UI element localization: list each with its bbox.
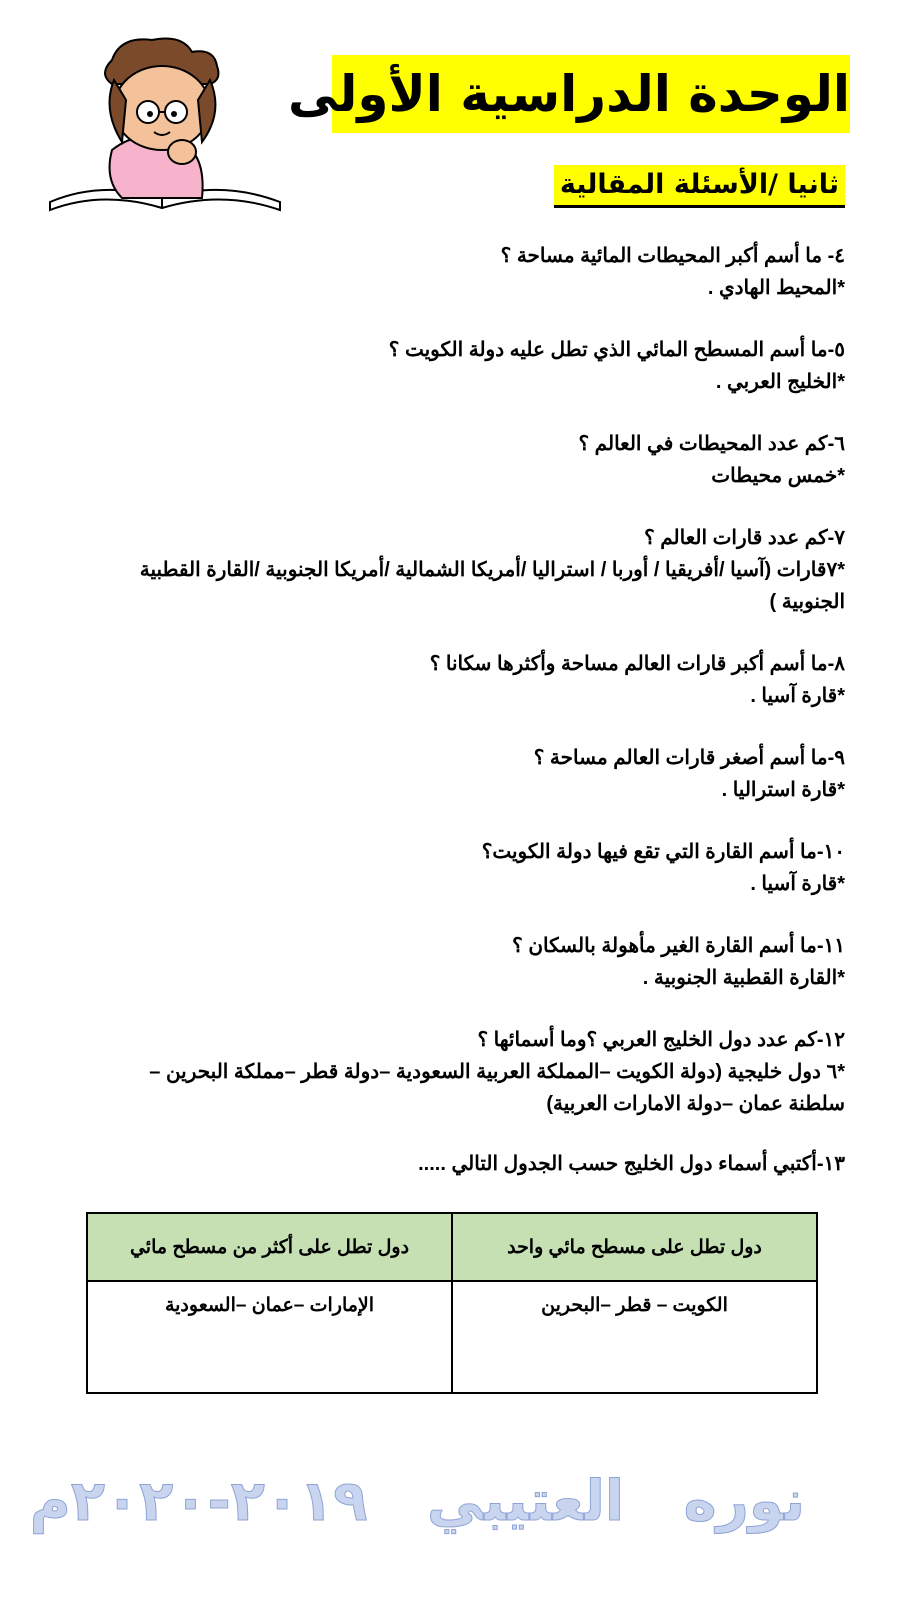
question-item: [75, 522, 845, 618]
answer-text: *قارة آسيا .: [750, 685, 845, 707]
question-item: [75, 742, 845, 806]
table-header-cell: دول تطل على مسطح مائي واحد: [452, 1213, 817, 1281]
watermark-name: نوره العتيبي: [427, 1469, 805, 1534]
question-text: ٧-كم عدد قارات العالم ؟: [644, 527, 845, 549]
question-list: [75, 240, 845, 1150]
unit-title: الوحدة الدراسية الأولى: [332, 55, 850, 133]
answer-text: *القارة القطبية الجنوبية .: [642, 967, 845, 989]
reading-girl-illustration: [42, 30, 292, 220]
answer-text: *٧قارات (آسيا /أفريقيا / أوربا / استراليا /أمريكا الشمالية /أمريكا الجنوبية /القارة القطبية: [139, 559, 845, 581]
question-item: [75, 240, 845, 304]
table-row: [87, 1281, 817, 1393]
question-13-text: ١٣-أكتبي أسماء دول الخليج حسب الجدول التالي .....: [418, 1153, 845, 1175]
question-item: [75, 930, 845, 994]
question-text: ٨-ما أسم أكبر قارات العالم مساحة وأكثرها سكانا ؟: [429, 653, 845, 675]
answer-text: سلطنة عمان –دولة الامارات العربية): [546, 1093, 845, 1115]
question-text: ٦-كم عدد المحيطات في العالم ؟: [578, 433, 845, 455]
table-cell: الكويت – قطر –البحرين: [452, 1281, 817, 1393]
question-item: [75, 1024, 845, 1120]
question-item: [75, 648, 845, 712]
watermark-years: ٢٠١٩-٢٠٢٠م: [29, 1469, 368, 1534]
table-cell: الإمارات –عمان –السعودية: [87, 1281, 452, 1393]
gulf-countries-table: [86, 1212, 818, 1394]
answer-text: *قارة استراليا .: [721, 779, 845, 801]
question-item: [75, 334, 845, 398]
answer-text: الجنوبية ): [769, 591, 845, 613]
question-text: ٩-ما أسم أصغر قارات العالم مساحة ؟: [533, 747, 845, 769]
table-header-cell: دول تطل على أكثر من مسطح مائي: [87, 1213, 452, 1281]
author-watermark: [29, 1452, 805, 1552]
table-header-row: [87, 1213, 817, 1281]
answer-text: *قارة آسيا .: [750, 873, 845, 895]
answer-text: *٦ دول خليجية (دولة الكويت –المملكة العربية السعودية –دولة قطر –مملكة البحرين –: [149, 1061, 845, 1083]
answer-text: *خمس محيطات: [711, 465, 845, 487]
question-text: ١٠-ما أسم القارة التي تقع فيها دولة الكويت؟: [481, 841, 845, 863]
question-item: [75, 836, 845, 900]
question-text: ٤- ما أسم أكبر المحيطات المائية مساحة ؟: [500, 245, 845, 267]
question-item: [75, 428, 845, 492]
question-text: ١١-ما أسم القارة الغير مأهولة بالسكان ؟: [512, 935, 845, 957]
answer-text: *المحيط الهادي .: [707, 277, 845, 299]
section-heading: ثانيا /الأسئلة المقالية: [554, 165, 845, 208]
question-text: ١٢-كم عدد دول الخليج العربي ؟وما أسمائها ؟: [477, 1029, 845, 1051]
answer-text: *الخليج العربي .: [715, 371, 845, 393]
question-text: ٥-ما أسم المسطح المائي الذي تطل عليه دولة الكويت ؟: [388, 339, 845, 361]
